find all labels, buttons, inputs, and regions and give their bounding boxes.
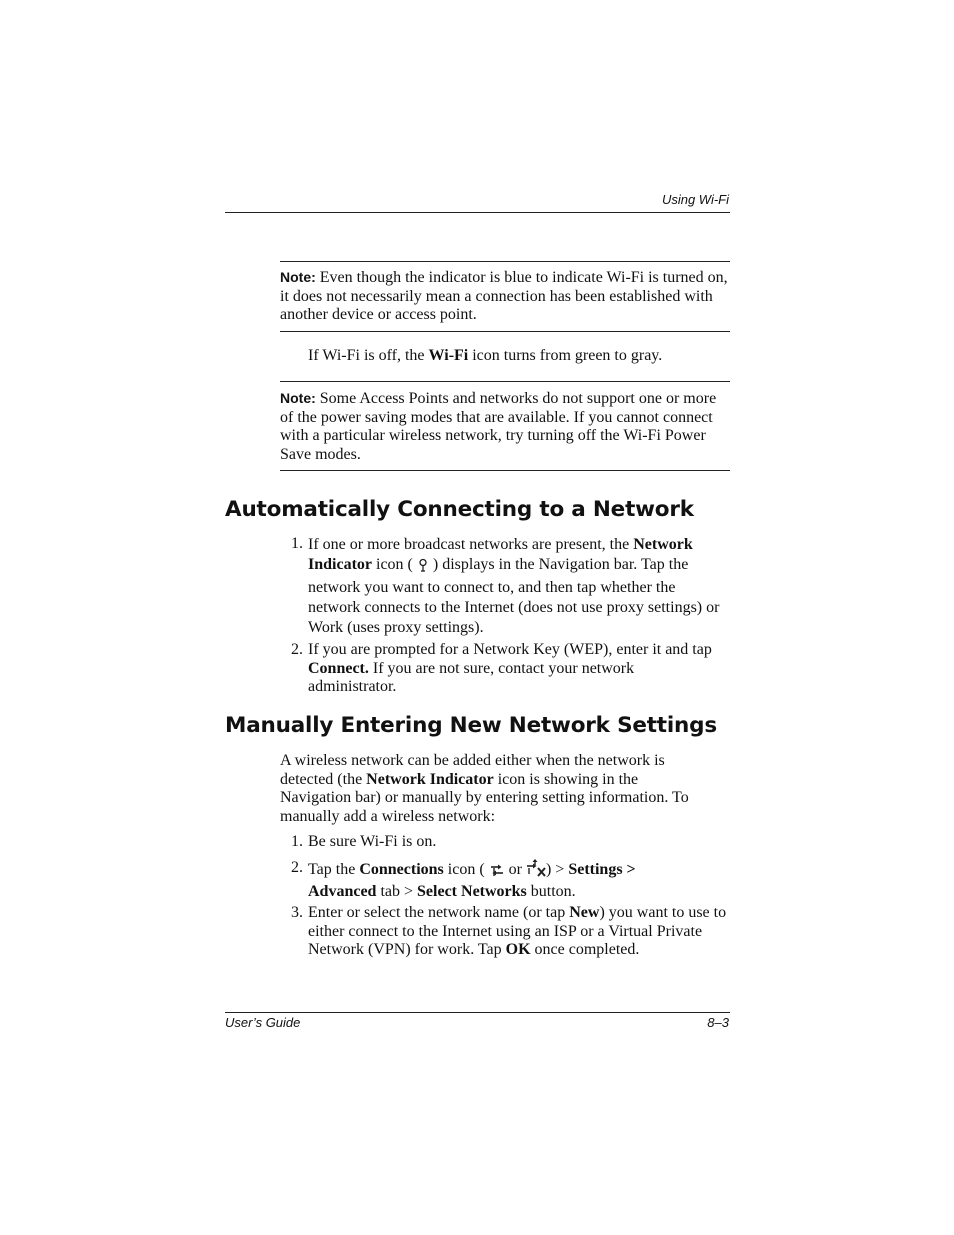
note2 — [280, 389, 732, 464]
connections-icon — [489, 863, 505, 883]
step-text: Be sure Wi-Fi is on. — [308, 833, 437, 850]
step-text: If one or more broadcast networks are present, the — [308, 536, 634, 553]
section2-step-1 — [308, 833, 733, 852]
step-text: ) > — [545, 861, 569, 878]
wifi-off-paragraph — [308, 347, 733, 366]
note2-top-rule — [280, 381, 730, 382]
section2-step-2 — [308, 859, 688, 901]
step-number: 1. — [291, 833, 303, 850]
connections-off-icon — [526, 859, 546, 883]
step-bold: Connections — [359, 861, 444, 878]
footer-title: User’s Guide — [225, 1015, 301, 1030]
step-text: tab > — [376, 882, 418, 900]
step-bold: OK — [505, 941, 531, 958]
footer-rule — [225, 1012, 730, 1013]
step-text: If you are prompted for a Network Key (WEP), enter it and tap — [308, 641, 712, 658]
step-number: 3. — [291, 904, 303, 921]
note1 — [280, 268, 732, 325]
section1-step-2 — [308, 641, 718, 697]
section2-intro — [280, 752, 700, 826]
step-text: Tap the — [308, 861, 360, 878]
wifi-off-text-before: If Wi-Fi is off, the — [308, 347, 429, 364]
section1-step-1 — [308, 535, 728, 638]
step-number: 2. — [291, 859, 303, 876]
step-bold: Advanced — [308, 882, 377, 900]
section1-heading: Automatically Connecting to a Network — [225, 497, 694, 522]
wifi-off-text-after: icon turns from green to gray. — [468, 347, 663, 364]
page-number: 8–3 — [707, 1015, 729, 1030]
wifi-off-bold: Wi-Fi — [428, 347, 469, 364]
step-text: once completed. — [530, 941, 640, 958]
running-header: Using Wi-Fi — [661, 192, 729, 207]
step-bold: Select Networks — [417, 882, 527, 900]
note2-label: Note: — [280, 390, 316, 406]
network-indicator-icon — [417, 558, 429, 578]
note2-bottom-rule — [280, 470, 730, 471]
note1-bottom-rule — [280, 331, 730, 332]
step-text: If you are not sure, contact your network administrator. — [308, 659, 635, 695]
step-text: or — [508, 861, 522, 878]
step-bold: Network Indicator — [308, 536, 693, 573]
step-bold: Connect. — [308, 659, 369, 677]
header-rule — [225, 212, 730, 213]
step-text: ) you want to use to either connect to the Internet using an ISP or a Virtual Private Network (VPN) for work. Tap — [308, 904, 727, 958]
step-bold: Settings > — [568, 861, 636, 878]
note1-top-rule — [280, 261, 730, 262]
step-text: icon ( — [372, 556, 413, 573]
intro-bold: Network Indicator — [366, 770, 494, 788]
step-text: ) displays in the Navigation bar. Tap the network you want to connect to, and then tap whether the network connects to the Internet (does not use proxy settings) or Work (uses proxy settings). — [308, 556, 720, 636]
intro-text: icon is showing in the Navigation bar) or manually by entering setting information. To manually add a wireless network: — [280, 770, 689, 825]
step-number: 1. — [291, 535, 303, 552]
step-text: button. — [526, 882, 576, 900]
intro-text: A wireless network can be added either when the network is detected (the — [280, 752, 665, 788]
section2-heading: Manually Entering New Network Settings — [225, 713, 717, 738]
step-number: 2. — [291, 641, 303, 658]
step-text: Enter or select the network name (or tap — [308, 904, 570, 921]
note1-text: Even though the indicator is blue to indicate Wi-Fi is turned on, it does not necessarily mean a connection has been established with another device or access point. — [280, 269, 728, 323]
note1-label: Note: — [280, 269, 316, 285]
step-text: icon ( — [443, 861, 485, 878]
note2-text: Some Access Points and networks do not support one or more of the power saving modes that are available. If you cannot connect with a particular wireless network, try turning off the Wi-Fi Power Save modes. — [280, 390, 717, 463]
section2-step-3 — [308, 904, 728, 960]
step-bold: New — [569, 904, 600, 921]
